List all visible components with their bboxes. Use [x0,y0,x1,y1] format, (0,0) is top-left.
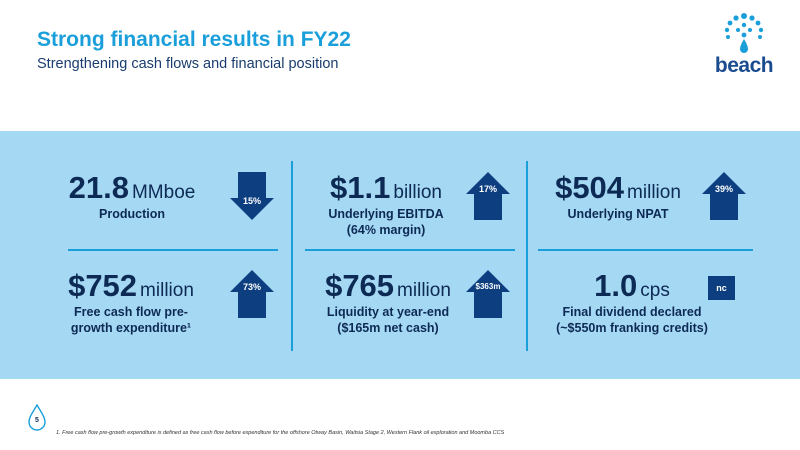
change-up-arrow-icon [230,270,274,318]
metric-npat [528,172,708,223]
change-value: 73% [242,282,261,292]
metric-unit: MMboe [131,182,196,203]
metric-label: ($165m net cash) [337,320,439,335]
page-number-droplet-icon [27,404,47,437]
change-up-arrow-icon [466,172,510,220]
metric-label: Underlying NPAT [567,207,669,221]
page-number: 5 [35,417,39,424]
metric-unit: million [140,280,194,301]
metric-label: Production [99,207,165,221]
row-divider [68,249,278,251]
logo-droplets-icon [708,10,780,56]
metric-value: 1.0 [594,268,638,303]
metric-label: growth expenditure¹ [70,320,192,335]
metric-value: 21.8 [68,170,129,205]
metric-label: Underlying EBITDA [328,207,444,221]
metric-free-cash-flow [36,270,226,336]
metric-unit: billion [393,182,442,203]
metric-label: (~$550m franking credits) [556,320,708,335]
metric-value: $504 [555,170,625,205]
metric-label: Final dividend declared [562,305,702,319]
logo-wordmark: beach [714,54,774,77]
change-down-arrow-icon [230,172,274,220]
column-divider [291,161,293,351]
metric-dividend [540,270,724,336]
metric-label: Liquidity at year-end [326,305,450,319]
change-value: 15% [242,196,261,206]
row-divider [538,249,753,251]
change-up-arrow-icon [702,172,746,220]
footnote: 1. Free cash flow pre-growth expenditure is defined as free cash flow before expenditure for the offshore Otway Basin, Waitsia Stage 2, Western Flank oil exploration and Moomba CCS [56,430,505,436]
metric-production [22,172,242,223]
change-value: 17% [478,184,497,194]
metric-unit: million [627,182,681,203]
metric-label: (64% margin) [346,222,426,237]
beach-logo [708,10,780,76]
change-up-arrow-icon [466,270,510,318]
slide-subtitle: Strengthening cash flows and financial position [37,56,339,72]
metric-unit: million [397,280,451,301]
metric-value: $1.1 [330,170,391,205]
metric-value: $765 [325,268,395,303]
no-change-badge: nc [708,276,735,300]
change-value: $363m [475,282,501,291]
metrics-panel [0,131,800,379]
slide-title: Strong financial results in FY22 [37,28,351,51]
metric-value: $752 [68,268,138,303]
row-divider [305,249,515,251]
metric-ebitda [296,172,476,238]
metric-unit: cps [640,280,670,301]
change-value: 39% [714,184,733,194]
metric-liquidity [296,270,480,336]
metric-label: Free cash flow pre- [74,305,188,319]
